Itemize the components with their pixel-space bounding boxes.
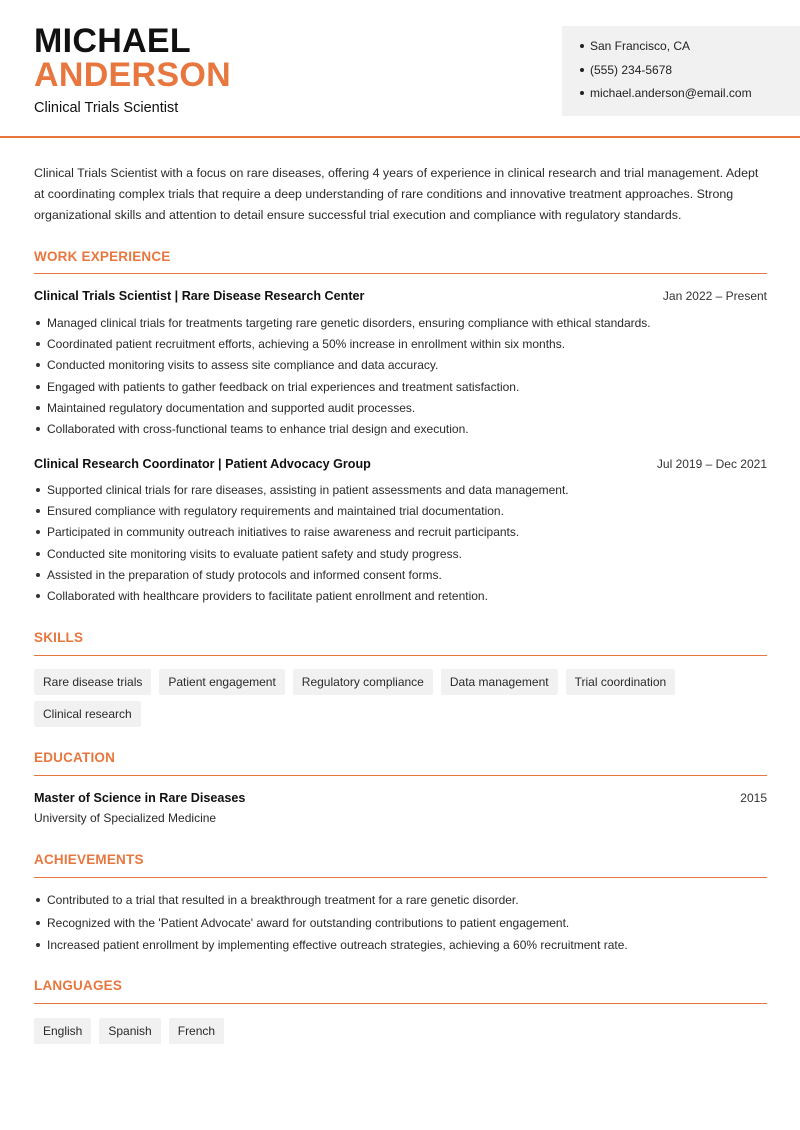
job-bullets xyxy=(34,315,767,442)
section-title-achievements: ACHIEVEMENTS xyxy=(34,852,144,867)
list-item: Ensured compliance with regulatory requirements and maintained trial documentation. xyxy=(34,503,767,524)
language-tag: Spanish xyxy=(99,1018,160,1044)
skill-tag: Data management xyxy=(441,669,558,695)
job-header xyxy=(34,457,767,475)
list-item: Assisted in the preparation of study protocols and informed consent forms. xyxy=(34,567,767,588)
first-name: MICHAEL xyxy=(34,22,191,60)
job-role: Clinical Research Coordinator | Patient Advocacy Group xyxy=(34,457,371,471)
section-title-skills: SKILLS xyxy=(34,630,84,645)
contact-phone: (555) 234-5678 xyxy=(580,62,800,86)
list-item: Maintained regulatory documentation and supported audit processes. xyxy=(34,400,767,421)
education-degree: Master of Science in Rare Diseases xyxy=(34,791,246,805)
skill-tag: Patient engagement xyxy=(159,669,284,695)
list-item: Recognized with the 'Patient Advocate' award for outstanding contributions to patient engagement. xyxy=(34,915,767,938)
list-item: Contributed to a trial that resulted in a breakthrough treatment for a rare genetic disorder. xyxy=(34,892,767,915)
list-item: Participated in community outreach initiatives to raise awareness and recruit participants. xyxy=(34,524,767,545)
section-divider xyxy=(34,273,767,274)
section-divider xyxy=(34,877,767,878)
skill-tag: Regulatory compliance xyxy=(293,669,433,695)
education-school: University of Specialized Medicine xyxy=(34,811,217,825)
contact-box xyxy=(562,26,800,116)
section-divider xyxy=(34,655,767,656)
list-item: Managed clinical trials for treatments targeting rare genetic disorders, ensuring compliance with ethical standards. xyxy=(34,315,767,336)
section-title-languages: LANGUAGES xyxy=(34,978,123,993)
resume-header xyxy=(0,0,800,138)
skills-list xyxy=(34,669,774,733)
language-tag: English xyxy=(34,1018,91,1044)
skill-tag: Trial coordination xyxy=(566,669,676,695)
achievements-list xyxy=(34,892,767,960)
job-bullets xyxy=(34,482,767,609)
last-name: ANDERSON xyxy=(34,56,231,94)
list-item: Coordinated patient recruitment efforts, achieving a 50% increase in enrollment within six months. xyxy=(34,336,767,357)
education-year: 2015 xyxy=(740,791,767,805)
summary: Clinical Trials Scientist with a focus on rare diseases, offering 4 years of experience in clinical research and trial management. Adept at coordinating complex trials that require a deep understanding of rare conditions and innovative treatment approaches. Strong organizational skills and attention to detail ensure successful trial execution and compliance with regulatory standards. xyxy=(34,166,759,222)
list-item: Collaborated with cross-functional teams to enhance trial design and execution. xyxy=(34,421,767,442)
section-divider xyxy=(34,775,767,776)
job-role: Clinical Trials Scientist | Rare Disease Research Center xyxy=(34,289,365,303)
contact-email[interactable]: michael.anderson@email.com xyxy=(580,85,800,109)
job-dates: Jan 2022 – Present xyxy=(662,289,767,303)
job-title: Clinical Trials Scientist xyxy=(34,100,179,116)
skill-tag: Rare disease trials xyxy=(34,669,151,695)
skill-tag: Clinical research xyxy=(34,701,141,727)
list-item: Conducted monitoring visits to assess site compliance and data accuracy. xyxy=(34,357,767,378)
section-divider xyxy=(34,1003,767,1004)
list-item: Collaborated with healthcare providers to facilitate patient enrollment and retention. xyxy=(34,588,767,609)
list-item: Conducted site monitoring visits to evaluate patient safety and study progress. xyxy=(34,546,767,567)
section-title-experience: WORK EXPERIENCE xyxy=(34,249,171,264)
contact-location: San Francisco, CA xyxy=(580,38,800,62)
job-header xyxy=(34,289,767,307)
languages-list xyxy=(34,1018,774,1050)
job-dates: Jul 2019 – Dec 2021 xyxy=(656,457,767,471)
list-item: Supported clinical trials for rare diseases, assisting in patient assessments and data management. xyxy=(34,482,767,503)
list-item: Engaged with patients to gather feedback on trial experiences and treatment satisfaction. xyxy=(34,379,767,400)
language-tag: French xyxy=(169,1018,224,1044)
list-item: Increased patient enrollment by implementing effective outreach strategies, achieving a 60% recruitment rate. xyxy=(34,937,767,960)
section-title-education: EDUCATION xyxy=(34,750,116,765)
